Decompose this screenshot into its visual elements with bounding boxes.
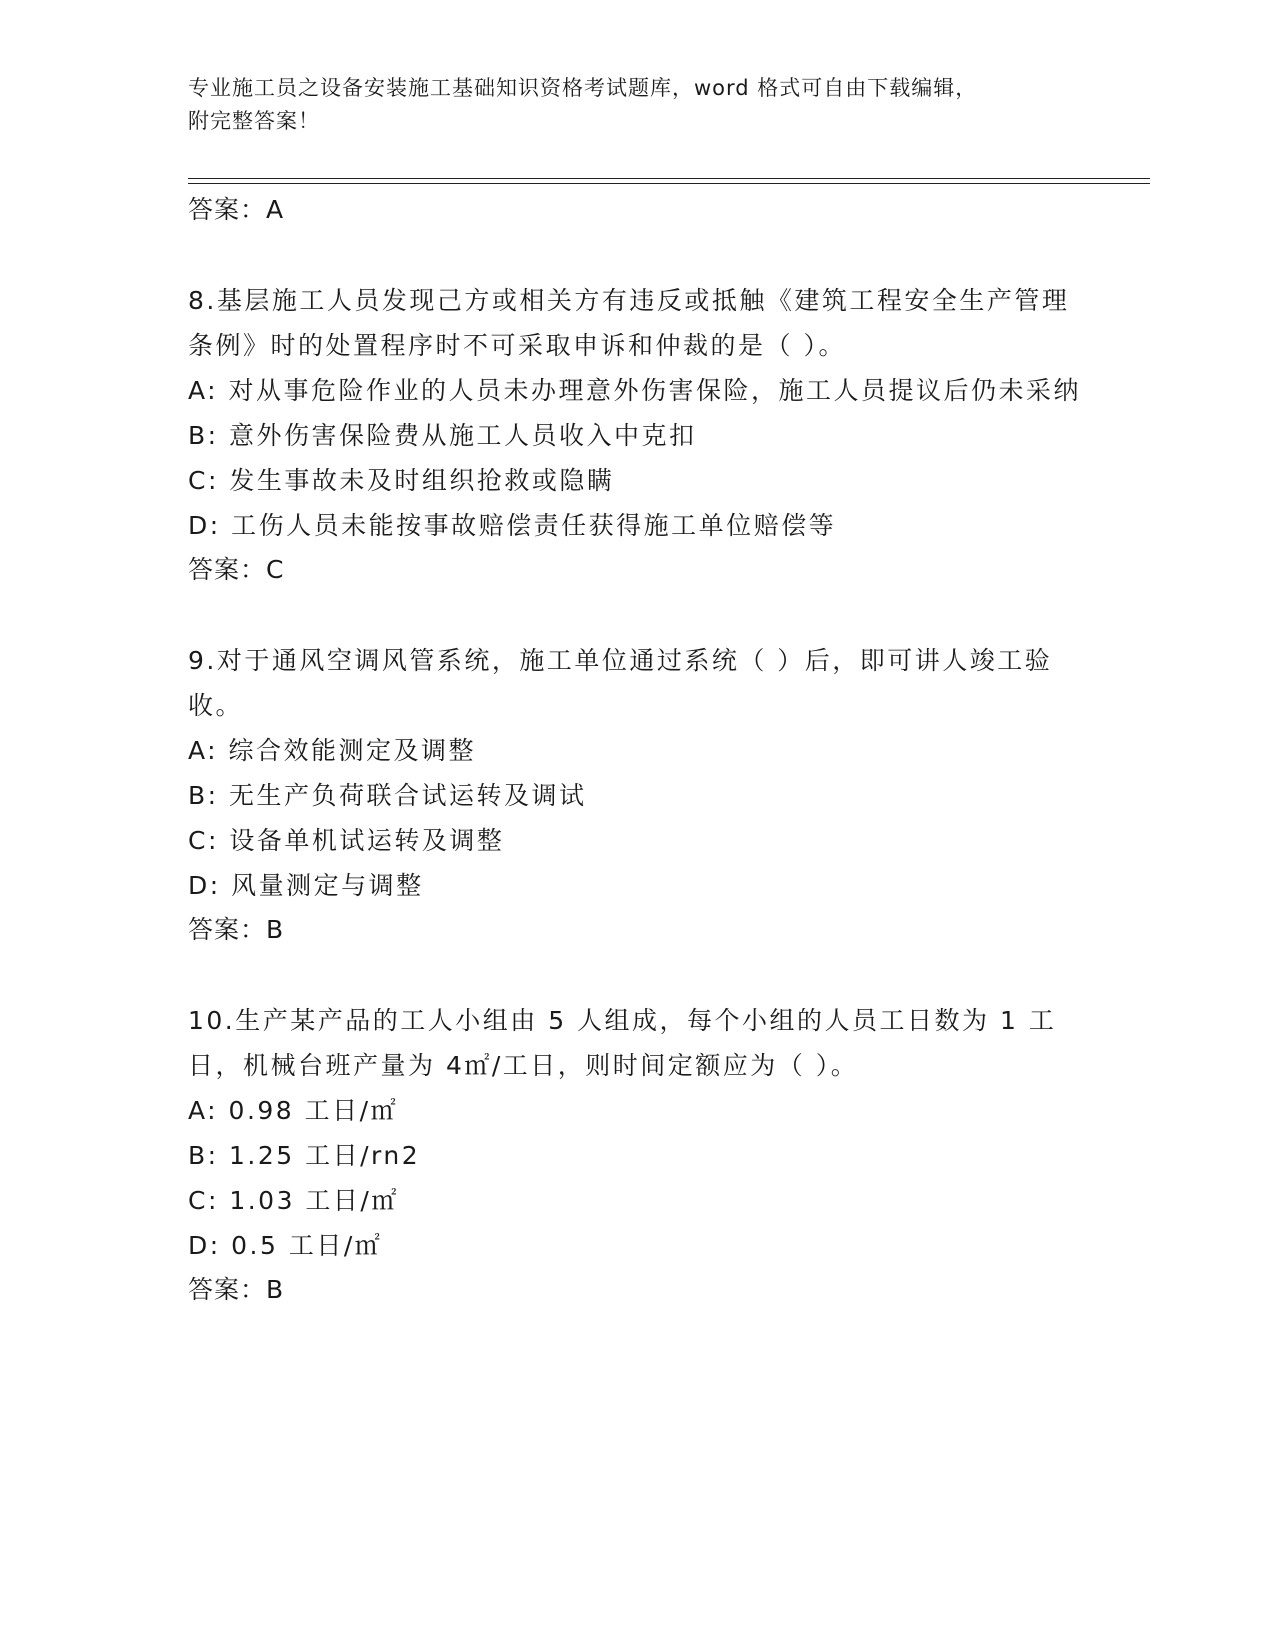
option-c: C: 设备单机试运转及调整 bbox=[188, 826, 505, 855]
option-d: D: 工伤人员未能按事故赔偿责任获得施工单位赔偿等 bbox=[188, 511, 837, 540]
answer-9: 答案：B bbox=[188, 915, 285, 944]
document-body bbox=[188, 190, 1088, 1310]
question-10 bbox=[188, 998, 1088, 1310]
answer-10: 答案：B bbox=[188, 1275, 285, 1304]
header-divider-bottom bbox=[188, 183, 1150, 184]
option-c: C: 发生事故未及时组织抢救或隐瞒 bbox=[188, 466, 615, 495]
option-c: C: 1.03 工日/㎡ bbox=[188, 1186, 399, 1215]
header-line-2: 附完整答案！ bbox=[188, 109, 320, 133]
header-divider-top bbox=[188, 178, 1150, 179]
question-9 bbox=[188, 638, 1088, 950]
option-d: D: 0.5 工日/㎡ bbox=[188, 1231, 383, 1260]
question-stem: 8.基层施工人员发现己方或相关方有违反或抵触《建筑工程安全生产管理条例》时的处置程序时不可采取申诉和仲裁的是（ ）。 bbox=[188, 286, 1070, 360]
answer-7: 答案：A bbox=[188, 195, 285, 224]
question-8 bbox=[188, 278, 1088, 590]
option-b: B: 无生产负荷联合试运转及调试 bbox=[188, 781, 587, 810]
question-stem: 10.生产某产品的工人小组由 5 人组成，每个小组的人员工日数为 1 工日，机械台班产量为 4㎡/工日，则时间定额应为（ ）。 bbox=[188, 1006, 1057, 1080]
option-a: A: 综合效能测定及调整 bbox=[188, 736, 477, 765]
question-stem: 9.对于通风空调风管系统，施工单位通过系统（ ）后，即可讲人竣工验收。 bbox=[188, 646, 1053, 720]
option-a: A: 对从事危险作业的人员未办理意外伤害保险，施工人员提议后仍未采纳 bbox=[188, 376, 1082, 405]
document-header bbox=[188, 72, 1068, 138]
option-b: B: 1.25 工日/rn2 bbox=[188, 1141, 421, 1170]
answer-8: 答案：C bbox=[188, 555, 285, 584]
header-line-1: 专业施工员之设备安装施工基础知识资格考试题库，word 格式可自由下载编辑， bbox=[188, 76, 978, 100]
option-a: A: 0.98 工日/㎡ bbox=[188, 1096, 399, 1125]
option-b: B: 意外伤害保险费从施工人员收入中克扣 bbox=[188, 421, 697, 450]
option-d: D: 风量测定与调整 bbox=[188, 871, 424, 900]
